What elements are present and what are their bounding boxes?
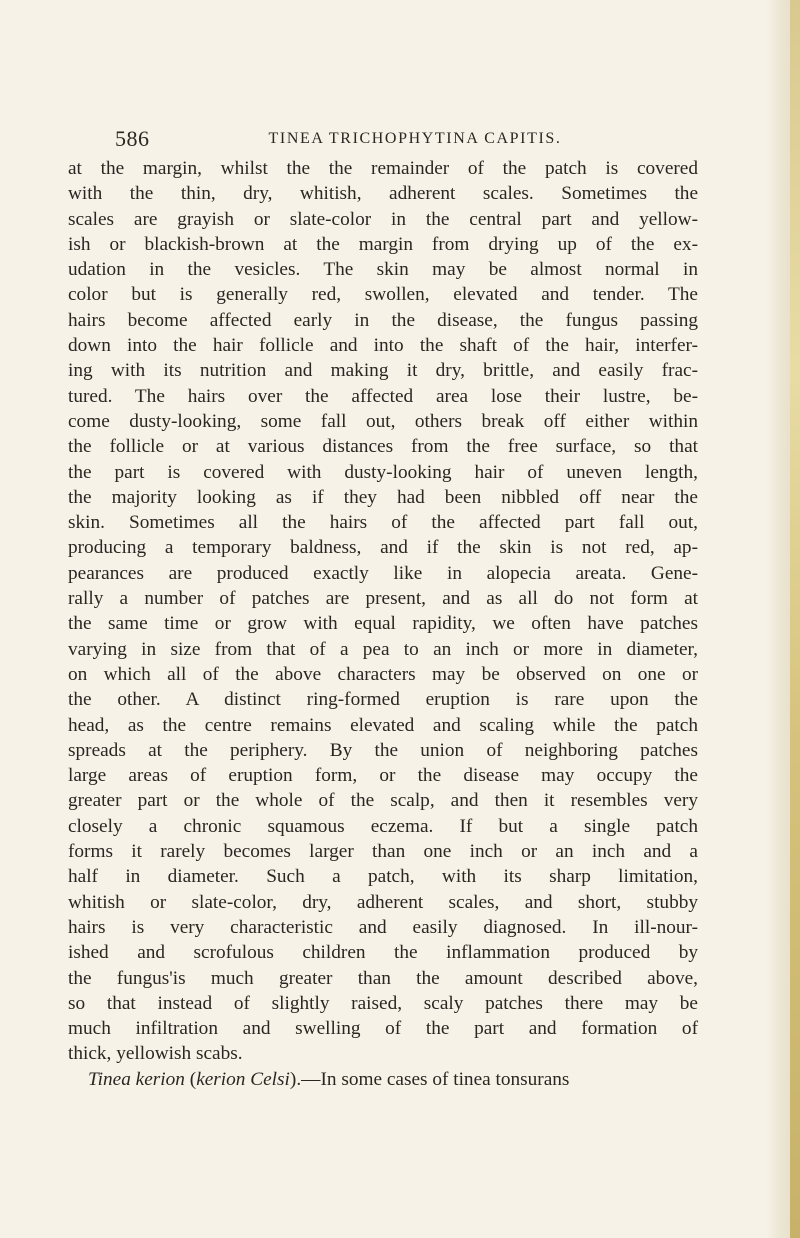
- text-line: ing with its nutrition and making it dry, brittle, and easily frac-: [68, 360, 698, 382]
- text-line: greater part or the whole of the scalp, and then it resembles very: [68, 790, 698, 812]
- section-text: —In some cases of tinea tonsurans: [301, 1068, 570, 1090]
- text-line: scales are grayish or slate-color in the central part and yellow-: [68, 208, 698, 230]
- text-line: head, as the centre remains elevated and scaling while the patch: [68, 714, 698, 736]
- text-line: closely a chronic squamous eczema. If but a single patch: [68, 815, 698, 837]
- text-line: the fungus'is much greater than the amount described above,: [68, 967, 698, 989]
- text-line: rally a number of patches are present, and as all do not form at: [68, 588, 698, 610]
- text-line: down into the hair follicle and into the shaft of the hair, interfer-: [68, 335, 698, 357]
- text-line: so that instead of slightly raised, scaly patches there may be: [68, 992, 698, 1014]
- text-line: thick, yellowish scabs.: [68, 1043, 243, 1065]
- running-head: TINEA TRICHOPHYTINA CAPITIS.: [268, 130, 562, 147]
- page-header: [115, 126, 715, 156]
- text-line: spreads at the periphery. By the union of neighboring patches: [68, 739, 698, 761]
- text-line: at the margin, whilst the the remainder of the patch is covered: [68, 158, 698, 179]
- text-line: with the thin, dry, whitish, adherent scales. Sometimes the: [68, 183, 698, 205]
- text-line: much infiltration and swelling of the part and formation of: [68, 1018, 698, 1040]
- text-line: color but is generally red, swollen, elevated and tender. The: [68, 284, 698, 306]
- page-number: 586: [115, 126, 150, 151]
- text-line: large areas of eruption form, or the disease may occupy the: [68, 765, 698, 787]
- text-line: ish or blackish-brown at the margin from drying up of the ex-: [68, 233, 698, 255]
- text-line: the follicle or at various distances from the free surface, so that: [68, 436, 698, 458]
- text-line: the majority looking as if they had been nibbled off near the: [68, 486, 698, 508]
- text-line: forms it rarely becomes larger than one inch or an inch and a: [68, 841, 698, 863]
- page-edge-strip: [790, 0, 800, 1238]
- text-line: half in diameter. Such a patch, with its sharp limitation,: [68, 866, 698, 888]
- paren-close: ).: [289, 1068, 302, 1090]
- text-line: udation in the vesicles. The skin may be almost normal in: [68, 259, 698, 281]
- text-line: the part is covered with dusty-looking hair of uneven length,: [68, 461, 698, 483]
- text-line: whitish or slate-color, dry, adherent scales, and short, stubby: [68, 891, 698, 913]
- text-line: on which all of the above characters may be observed on one or: [68, 663, 698, 685]
- text-line: the same time or grow with equal rapidity, we often have patches: [68, 613, 698, 635]
- text-line: tured. The hairs over the affected area lose their lustre, be-: [68, 385, 698, 407]
- text-line: hairs is very characteristic and easily diagnosed. In ill-nour-: [68, 916, 698, 938]
- paren-open: (: [184, 1068, 197, 1090]
- text-line: the other. A distinct ring-formed eruption is rare upon the: [68, 689, 698, 711]
- text-line: varying in size from that of a pea to an inch or more in diameter,: [68, 638, 698, 660]
- text-line: skin. Sometimes all the hairs of the affected part fall out,: [68, 512, 698, 534]
- section-start-line: [68, 1067, 698, 1092]
- text-line: ished and scrofulous children the inflammation produced by: [68, 942, 698, 964]
- text-line: producing a temporary baldness, and if the skin is not red, ap-: [68, 537, 698, 559]
- text-line: hairs become affected early in the disease, the fungus passing: [68, 309, 698, 331]
- text-line: come dusty-looking, some fall out, others break off either within: [68, 410, 698, 432]
- text-line: pearances are produced exactly like in alopecia areata. Gene-: [68, 562, 698, 584]
- section-heading: Tinea kerion: [88, 1068, 185, 1090]
- section-heading-latin: kerion Celsi: [196, 1068, 290, 1090]
- body-text: [68, 156, 698, 1092]
